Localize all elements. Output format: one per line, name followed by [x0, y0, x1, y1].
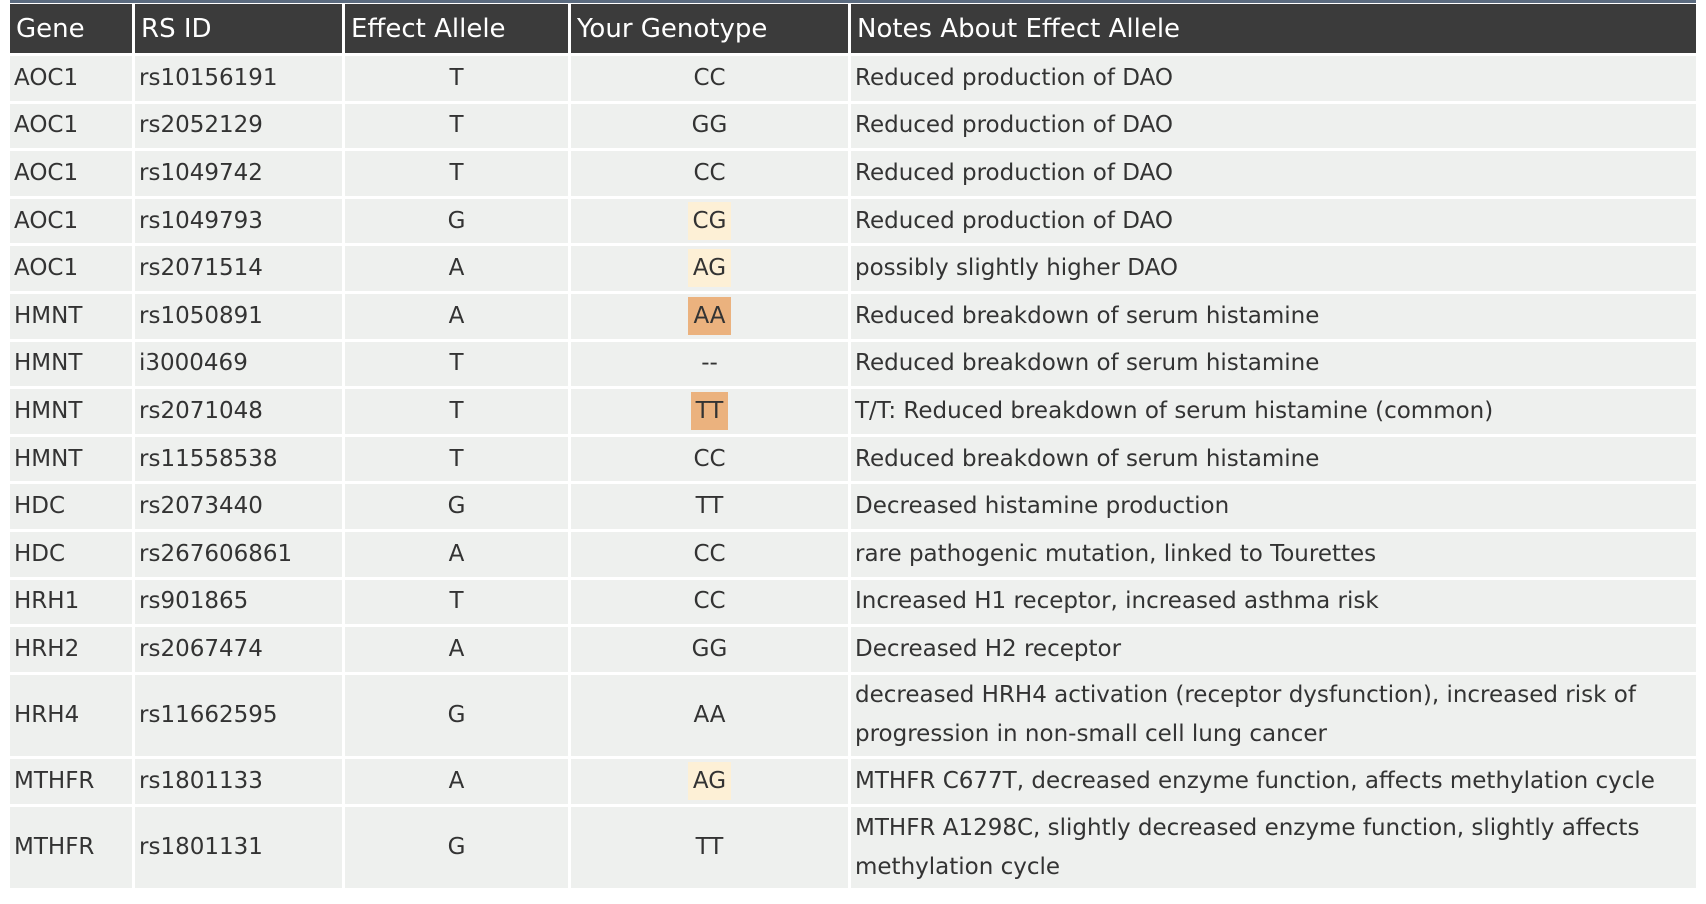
header-row	[10, 4, 1696, 56]
gene-cell: AOC1	[10, 104, 135, 152]
gene-cell: AOC1	[10, 246, 135, 294]
effect-allele-cell: G	[345, 199, 571, 247]
rs-id-cell: rs267606861	[135, 532, 345, 580]
genotype-cell	[571, 484, 851, 532]
gene-cell: HRH4	[10, 675, 135, 760]
genotype-table	[10, 4, 1696, 891]
table-row	[10, 56, 1696, 104]
table-row	[10, 532, 1696, 580]
notes-cell: Decreased H2 receptor	[851, 627, 1696, 675]
gene-cell: HDC	[10, 532, 135, 580]
genotype-cell	[571, 627, 851, 675]
genotype-cell	[571, 151, 851, 199]
table-row	[10, 151, 1696, 199]
rs-id-cell: rs901865	[135, 580, 345, 628]
table-row	[10, 580, 1696, 628]
effect-allele-cell: T	[345, 151, 571, 199]
genotype-cell	[571, 246, 851, 294]
gene-cell: HRH1	[10, 580, 135, 628]
notes-cell: Reduced production of DAO	[851, 56, 1696, 104]
notes-cell: decreased HRH4 activation (receptor dysfunction), increased risk of progression in non-small cell lung cancer	[851, 675, 1696, 760]
genotype-value: AG	[688, 762, 731, 800]
genotype-value: GG	[691, 635, 728, 662]
genotype-cell	[571, 437, 851, 485]
effect-allele-cell: G	[345, 807, 571, 892]
gene-cell: AOC1	[10, 56, 135, 104]
effect-allele-cell: G	[345, 675, 571, 760]
rs-id-cell: rs2052129	[135, 104, 345, 152]
genotype-value: AA	[693, 701, 726, 728]
genotype-value: --	[701, 350, 718, 377]
rs-id-cell: i3000469	[135, 342, 345, 390]
genotype-cell	[571, 675, 851, 760]
table-row	[10, 484, 1696, 532]
genotype-value: AG	[688, 249, 731, 287]
notes-cell: Reduced breakdown of serum histamine	[851, 437, 1696, 485]
table-row	[10, 675, 1696, 760]
header-rs-id: RS ID	[135, 4, 345, 56]
gene-cell: HRH2	[10, 627, 135, 675]
table-row	[10, 389, 1696, 437]
effect-allele-cell: A	[345, 294, 571, 342]
table-row	[10, 807, 1696, 892]
rs-id-cell: rs10156191	[135, 56, 345, 104]
effect-allele-cell: T	[345, 437, 571, 485]
gene-cell: AOC1	[10, 151, 135, 199]
notes-cell: possibly slightly higher DAO	[851, 246, 1696, 294]
genotype-value: CG	[688, 202, 732, 240]
genotype-cell	[571, 294, 851, 342]
table-row	[10, 759, 1696, 807]
gene-cell: MTHFR	[10, 759, 135, 807]
genotype-cell	[571, 104, 851, 152]
rs-id-cell: rs1050891	[135, 294, 345, 342]
effect-allele-cell: A	[345, 627, 571, 675]
table-row	[10, 294, 1696, 342]
genotype-value: CC	[693, 540, 726, 567]
rs-id-cell: rs1801133	[135, 759, 345, 807]
notes-cell: Reduced production of DAO	[851, 151, 1696, 199]
table-row	[10, 104, 1696, 152]
top-rule	[10, 0, 1696, 3]
effect-allele-cell: T	[345, 104, 571, 152]
genotype-value: CC	[693, 445, 726, 472]
genotype-cell	[571, 759, 851, 807]
rs-id-cell: rs1049793	[135, 199, 345, 247]
notes-cell: Reduced production of DAO	[851, 199, 1696, 247]
rs-id-cell: rs11662595	[135, 675, 345, 760]
header-gene: Gene	[10, 4, 135, 56]
genotype-cell	[571, 532, 851, 580]
genotype-value: TT	[691, 392, 729, 430]
table-body	[10, 56, 1696, 891]
table-row	[10, 199, 1696, 247]
table-row	[10, 627, 1696, 675]
notes-cell: Increased H1 receptor, increased asthma risk	[851, 580, 1696, 628]
notes-cell: Reduced breakdown of serum histamine	[851, 342, 1696, 390]
genotype-value: CC	[693, 588, 726, 615]
genotype-cell	[571, 56, 851, 104]
genotype-value: AA	[688, 297, 730, 335]
genotype-cell	[571, 807, 851, 892]
genotype-cell	[571, 199, 851, 247]
genotype-cell	[571, 580, 851, 628]
notes-cell: MTHFR C677T, decreased enzyme function, affects methylation cycle	[851, 759, 1696, 807]
gene-cell: HMNT	[10, 389, 135, 437]
notes-cell: T/T: Reduced breakdown of serum histamine (common)	[851, 389, 1696, 437]
table-row	[10, 246, 1696, 294]
rs-id-cell: rs1801131	[135, 807, 345, 892]
effect-allele-cell: T	[345, 342, 571, 390]
rs-id-cell: rs2073440	[135, 484, 345, 532]
gene-cell: HMNT	[10, 342, 135, 390]
notes-cell: Decreased histamine production	[851, 484, 1696, 532]
genotype-cell	[571, 342, 851, 390]
genotype-value: CC	[693, 64, 726, 91]
effect-allele-cell: G	[345, 484, 571, 532]
effect-allele-cell: A	[345, 532, 571, 580]
gene-cell: HMNT	[10, 294, 135, 342]
effect-allele-cell: T	[345, 580, 571, 628]
effect-allele-cell: A	[345, 246, 571, 294]
effect-allele-cell: A	[345, 759, 571, 807]
rs-id-cell: rs2071514	[135, 246, 345, 294]
genotype-value: GG	[691, 112, 728, 139]
genotype-value: TT	[695, 493, 724, 520]
genotype-value: TT	[695, 834, 724, 861]
rs-id-cell: rs2071048	[135, 389, 345, 437]
effect-allele-cell: T	[345, 389, 571, 437]
rs-id-cell: rs2067474	[135, 627, 345, 675]
notes-cell: Reduced breakdown of serum histamine	[851, 294, 1696, 342]
genotype-value: CC	[693, 159, 726, 186]
table-row	[10, 437, 1696, 485]
notes-cell: MTHFR A1298C, slightly decreased enzyme function, slightly affects methylation cycle	[851, 807, 1696, 892]
gene-cell: AOC1	[10, 199, 135, 247]
rs-id-cell: rs11558538	[135, 437, 345, 485]
header-effect-allele: Effect Allele	[345, 4, 571, 56]
genotype-cell	[571, 389, 851, 437]
header-your-genotype: Your Genotype	[571, 4, 851, 56]
gene-cell: HDC	[10, 484, 135, 532]
table-row	[10, 342, 1696, 390]
notes-cell: Reduced production of DAO	[851, 104, 1696, 152]
notes-cell: rare pathogenic mutation, linked to Tourettes	[851, 532, 1696, 580]
gene-cell: HMNT	[10, 437, 135, 485]
effect-allele-cell: T	[345, 56, 571, 104]
header-notes: Notes About Effect Allele	[851, 4, 1696, 56]
rs-id-cell: rs1049742	[135, 151, 345, 199]
gene-cell: MTHFR	[10, 807, 135, 892]
